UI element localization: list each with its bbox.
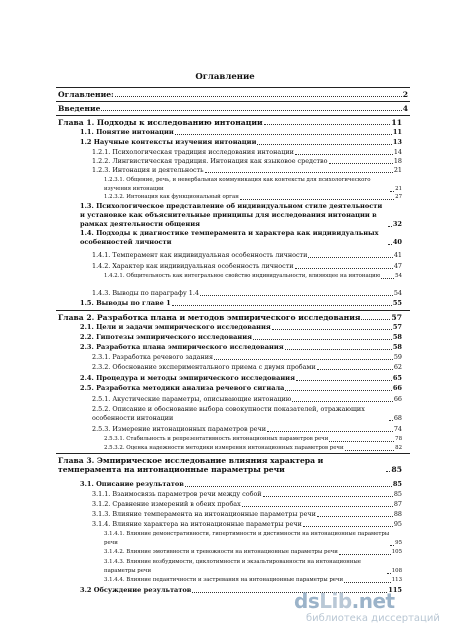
- toc-page-number: 85: [391, 465, 402, 474]
- toc-entry-title: 1.2 Научные контексты изучения интонации: [80, 138, 257, 146]
- toc-page-number: 27: [395, 194, 402, 200]
- toc-entry-title: 1.4. Подходы к диагностике темперамента и характера как индивидуальных особенностей личности: [80, 229, 379, 246]
- leader-dots: [285, 348, 392, 350]
- toc-page-number: 54: [393, 289, 402, 297]
- toc-entry[interactable]: [92, 353, 402, 362]
- leader-dots: [381, 277, 394, 279]
- toc-page-number: 18: [393, 157, 402, 165]
- toc-page-number: 58: [392, 343, 402, 351]
- toc-page-number: 57: [392, 323, 402, 331]
- toc-entry-title: 1.1. Понятие интонации: [80, 128, 174, 136]
- toc-entry[interactable]: [92, 157, 402, 166]
- toc-entry-title: 1.2.2. Лингвистическая традиция. Интонация как языковое средство: [92, 157, 328, 165]
- leader-dots: [272, 328, 392, 330]
- toc-page-number: 40: [392, 238, 402, 246]
- toc-entry[interactable]: [92, 148, 402, 157]
- toc-entry-title: 1.3. Психологическое представление об индивидуальном стиле деятельности и установке как объяснительные принципы для исследования интонации в рамках деятельности общения: [80, 202, 383, 228]
- toc-page-number: 105: [391, 549, 402, 555]
- toc-page-number: 41: [393, 251, 402, 259]
- leader-dots: [329, 162, 393, 164]
- toc-entry[interactable]: [80, 323, 402, 332]
- toc-page-number: 87: [393, 500, 402, 508]
- toc-entry-title: 3.1.3. Влияние темперамента на интонационные параметры речи: [92, 510, 316, 518]
- toc-entry[interactable]: [92, 405, 402, 423]
- toc-entry[interactable]: [92, 500, 402, 509]
- toc-page-number: 68: [393, 414, 402, 422]
- leader-dots: [388, 225, 392, 227]
- toc-page-number: 14: [393, 148, 402, 156]
- toc-entry-title: 1.4.3. Выводы по параграфу 1.4: [92, 289, 199, 297]
- toc-entry-title: 3.1.2. Сравнение измерений в обеих пробах: [92, 500, 241, 508]
- leader-dots: [172, 304, 392, 306]
- toc-page-number: 54: [395, 273, 402, 279]
- toc-entry[interactable]: [104, 435, 402, 444]
- leader-dots: [344, 581, 391, 583]
- toc-page-number: 2: [402, 90, 408, 99]
- watermark-subtitle: библиотека диссертаций: [306, 613, 440, 624]
- leader-dots: [388, 243, 392, 245]
- leader-dots: [185, 485, 392, 487]
- leader-dots: [214, 358, 393, 360]
- leader-dots: [317, 515, 393, 517]
- leader-dots: [317, 368, 393, 370]
- toc-entry-title: 3.1.4.1. Влияние демонстративности, гипертимности и дистимности на интонационные параметры речи: [104, 531, 390, 546]
- toc-page-number: 62: [393, 363, 402, 371]
- leader-dots: [387, 572, 391, 574]
- toc-entry-title: 3.1.1. Взаимосвязь параметров речи между собой: [92, 490, 262, 498]
- toc-entry[interactable]: [92, 510, 402, 519]
- dslib-logo: dsLib.net: [294, 589, 395, 613]
- toc-entry-title: 1.2.3.1. Общение, речь, и невербальная коммуникация как контексты для психологического изучения интонации: [104, 177, 371, 192]
- toc-entry[interactable]: [80, 229, 402, 247]
- toc-page-number: 66: [393, 395, 402, 403]
- leader-dots: [361, 318, 390, 320]
- toc-entry-title: 1.4.1. Темперамент как индивидуальная особенность личности: [92, 251, 308, 259]
- leader-dots: [267, 430, 393, 432]
- leader-dots: [263, 495, 393, 497]
- toc-page-number: 95: [395, 540, 402, 546]
- leader-dots: [303, 525, 393, 527]
- leader-dots: [292, 400, 392, 402]
- leader-dots: [295, 267, 393, 269]
- toc-entry[interactable]: [92, 363, 402, 372]
- leader-dots: [240, 198, 394, 200]
- leader-dots: [253, 338, 392, 340]
- toc-entry[interactable]: [92, 520, 402, 529]
- toc-entry[interactable]: [58, 456, 402, 474]
- toc-page-number: 66: [392, 384, 402, 392]
- toc-entry-title: 2.3.2. Обоснование экспериментального приема с двумя пробами: [92, 363, 316, 371]
- toc-page-number: 58: [392, 333, 402, 341]
- leader-dots: [296, 379, 392, 381]
- toc-entry[interactable]: [104, 193, 402, 202]
- toc-entry[interactable]: [92, 395, 402, 404]
- toc-entry[interactable]: [104, 576, 402, 585]
- toc-page-number: 88: [393, 510, 402, 518]
- toc-entry[interactable]: [92, 289, 402, 298]
- toc-entry-title: 1.2.1. Психологическая традиция исследования интонации: [92, 148, 294, 156]
- toc-entry-title: 2.4. Процедура и методы эмпирического исследования: [80, 374, 295, 382]
- toc-entry-title: Глава 3. Эмпирическое исследование влияния характера и темперамента на интонационные параметры речи: [58, 456, 324, 474]
- toc-entry-title: 1.2.3. Интонация и деятельность: [92, 166, 204, 174]
- toc-entry[interactable]: [80, 384, 402, 393]
- toc-page-number: 85: [392, 480, 402, 488]
- toc-entry-title: 3.1.4.4. Влияние педантичности и застревания на интонационные параметры речи: [104, 577, 344, 583]
- toc-entry[interactable]: [92, 262, 402, 271]
- toc-page-number: 108: [391, 568, 402, 574]
- toc-rule: [56, 101, 410, 102]
- toc-entry[interactable]: [80, 299, 402, 308]
- toc-entry-title: 2.5.3. Измерение интонационных параметров речи: [92, 425, 266, 433]
- toc-entry-title: 2.3.1. Разработка речевого задания: [92, 353, 214, 361]
- toc-page-number: 59: [393, 353, 402, 361]
- toc-entry[interactable]: [104, 272, 402, 281]
- leader-dots: [345, 449, 395, 451]
- toc-page-number: 21: [395, 186, 402, 192]
- toc-entry[interactable]: [104, 444, 402, 453]
- toc-entry-title: Глава 1. Подходы к исследованию интонации: [58, 118, 263, 127]
- toc-entry-title: 2.5.1. Акустические параметры, описывающие интонацию: [92, 395, 292, 403]
- toc-entry-title: 3.1.4. Влияние характера на интонационные параметры речи: [92, 520, 302, 528]
- toc-entry[interactable]: [80, 128, 402, 137]
- toc-page-number: 11: [391, 118, 402, 127]
- leader-dots: [339, 553, 391, 555]
- toc-page-number: 4: [402, 104, 408, 113]
- toc-entry[interactable]: [92, 166, 402, 175]
- leader-dots: [285, 389, 391, 391]
- toc-entry[interactable]: [58, 104, 408, 113]
- toc-entry-title: 2.5. Разработка методики анализа речевого сигнала: [80, 384, 285, 392]
- toc-entry-title: 1.4.2.1. Общительность как интегральное свойство индивидуальности, влияющее на интонацию: [104, 273, 381, 279]
- toc-entry[interactable]: [80, 480, 402, 489]
- toc-rule: [56, 87, 410, 88]
- toc-entry-title: 2.1. Цели и задачи эмпирического исследования: [80, 323, 271, 331]
- toc-entry-title: 1.4.2. Характер как индивидуальная особенность личности: [92, 262, 294, 270]
- leader-dots: [295, 153, 393, 155]
- toc-page-number: 11: [392, 128, 402, 136]
- leader-dots: [329, 440, 394, 442]
- toc-entry-title: 3.1.4.3. Влияние возбудимости, циклотимности и экзальтированности на интонационные параметры речи: [104, 559, 361, 574]
- toc-entry-title: 1.2.3.2. Интонация как функциональный орган: [104, 194, 239, 200]
- toc-entry-title: 3.1.4.2. Влияние эмотивности и тревожности на интонационные параметры речи: [104, 549, 338, 555]
- toc-entry[interactable]: [92, 490, 402, 499]
- toc-entry[interactable]: [104, 530, 402, 548]
- leader-dots: [390, 190, 394, 192]
- toc-page-number: 65: [392, 374, 402, 382]
- toc-page-number: 113: [391, 577, 402, 583]
- toc-entry-title: 2.5.3.2. Оценка надежности методики измерения интонационных параметров речи: [104, 445, 344, 451]
- leader-dots: [264, 123, 391, 125]
- toc-entry-title: 2.5.3.1. Стабильность и репрезентативность интонационных параметров речи: [104, 436, 329, 442]
- leader-dots: [386, 470, 390, 472]
- toc-entry[interactable]: [80, 333, 402, 342]
- toc-title: Оглавление: [195, 72, 255, 82]
- toc-rule: [56, 310, 410, 311]
- toc-entry[interactable]: [80, 202, 402, 229]
- leader-dots: [205, 171, 393, 173]
- toc-entry[interactable]: [58, 118, 402, 127]
- toc-page-number: 57: [391, 313, 402, 322]
- toc-page-number: 95: [393, 520, 402, 528]
- toc-entry[interactable]: [104, 548, 402, 557]
- toc-page-number: 115: [388, 586, 402, 594]
- toc-page-number: 32: [392, 220, 402, 228]
- toc-entry[interactable]: [104, 176, 402, 194]
- toc-entry[interactable]: [58, 313, 402, 322]
- toc-entry-title: Введение: [58, 104, 101, 113]
- leader-dots: [389, 419, 393, 421]
- toc-entry-title: Оглавление:: [58, 90, 114, 99]
- toc-page-number: 13: [392, 138, 402, 146]
- toc-entry[interactable]: [58, 90, 408, 99]
- leader-dots: [101, 109, 401, 111]
- toc-entry-title: 2.2. Гипотезы эмпирического исследования: [80, 333, 253, 341]
- toc-rule: [56, 453, 410, 454]
- leader-dots: [390, 544, 394, 546]
- dslib-watermark: [292, 589, 442, 631]
- toc-entry[interactable]: [104, 558, 402, 576]
- toc-entry[interactable]: [92, 425, 402, 434]
- leader-dots: [242, 505, 393, 507]
- toc-rule: [56, 115, 410, 116]
- leader-dots: [308, 256, 393, 258]
- leader-dots: [200, 294, 393, 296]
- toc-page-number: 55: [392, 299, 402, 307]
- leader-dots: [115, 95, 402, 97]
- leader-dots: [175, 133, 392, 135]
- toc-entry-title: 3.1. Описание результатов: [80, 480, 184, 488]
- toc-entry[interactable]: [80, 138, 402, 147]
- toc-page-number: 21: [393, 166, 402, 174]
- leader-dots: [257, 143, 391, 145]
- toc-entry-title: 1.5. Выводы по главе 1: [80, 299, 171, 307]
- toc-page-number: 85: [393, 490, 402, 498]
- toc-entry[interactable]: [80, 343, 402, 352]
- toc-entry[interactable]: [92, 251, 402, 260]
- toc-entry-title: 3.2 Обсуждение результатов: [80, 586, 192, 594]
- toc-page-number: 47: [393, 262, 402, 270]
- toc-page-number: 82: [395, 445, 402, 451]
- toc-page-number: 74: [393, 425, 402, 433]
- toc-entry-title: Глава 2. Разработка плана и методов эмпирического исследования: [58, 313, 361, 322]
- toc-entry[interactable]: [80, 374, 402, 383]
- toc-entry-title: 2.5.2. Описание и обоснование выбора совокупности показателей, отражающих особенности интонации: [92, 405, 365, 422]
- toc-entry-title: 2.3. Разработка плана эмпирического исследования: [80, 343, 284, 351]
- toc-page-number: 78: [395, 436, 402, 442]
